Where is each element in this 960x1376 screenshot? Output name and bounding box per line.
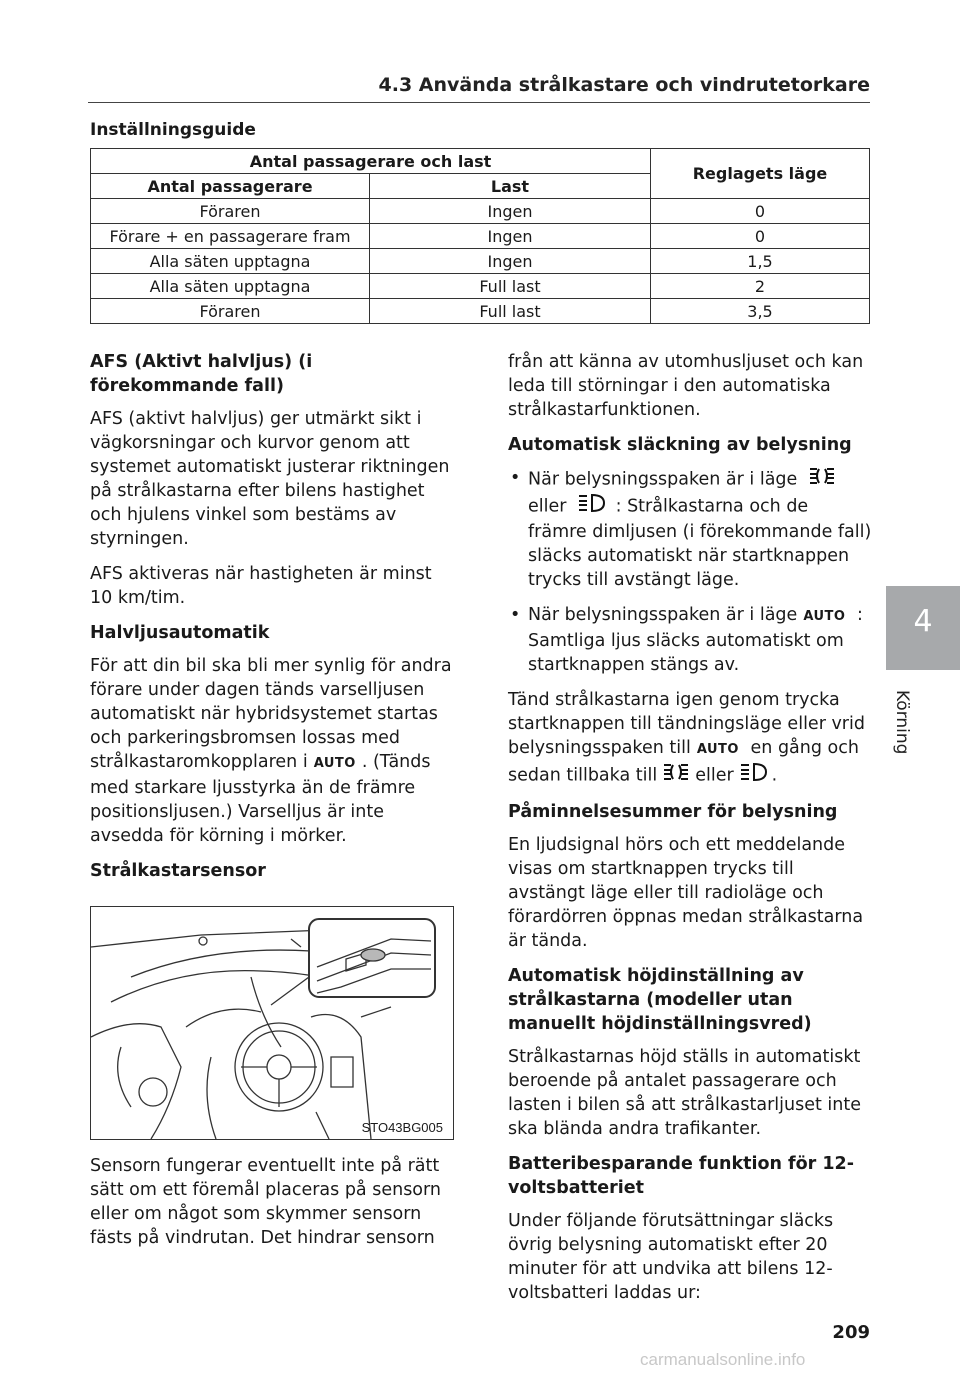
cell-load: Full last (370, 274, 651, 299)
table-header-passengers: Antal passagerare (91, 174, 370, 199)
left-column (90, 350, 458, 892)
chapter-label-box (892, 690, 916, 790)
tand-paragraph (508, 688, 872, 789)
battery-paragraph: Under följande förutsättningar släcks övrig belysning automatiskt efter 20 minuter för att undvika att bilens 12-voltsbatteri laddas ur: (508, 1211, 834, 1303)
halvljus-paragraph (90, 654, 458, 848)
bullet-item (508, 603, 872, 677)
bullet-dot: • (510, 605, 521, 625)
cell-passengers: Förare + en passagerare fram (91, 224, 370, 249)
cell-control: 1,5 (651, 249, 870, 274)
tand-text-c: eller (695, 765, 734, 786)
table-row (91, 249, 870, 274)
table-row (91, 224, 870, 249)
tand-text-d: . (771, 765, 778, 786)
height-heading: Automatisk höjdinställning av strålkastarna (modeller utan manuellt höjdinställningsvred) (508, 966, 812, 1034)
cell-control: 2 (651, 274, 870, 299)
chapter-label: Körning (892, 690, 912, 755)
cell-load: Full last (370, 299, 651, 324)
section-header: 4.3 Använda strålkastare och vindrutetorkare (378, 74, 870, 96)
bullet-dot: • (510, 468, 521, 488)
sensor-heading: Strålkastarsensor (90, 861, 266, 881)
afs-paragraph-1: AFS (aktivt halvljus) ger utmärkt sikt i vägkorsningar och kurvor genom att systemet automatiskt justerar riktningen på strålkastarna efter bilens hastighet och hjulens vinkel som bestäms av styrningen. (90, 409, 450, 549)
table-header-load: Last (370, 174, 651, 199)
parking-lights-icon (807, 466, 837, 493)
reminder-paragraph: En ljudsignal hörs och ett meddelande visas om startknappen trycks till avstängt läge eller till radioläge och förardörren öppnas medan strålkastarna är tända. (508, 835, 864, 951)
cell-passengers: Alla säten upptagna (91, 249, 370, 274)
reminder-heading: Påminnelsesummer för belysning (508, 802, 838, 822)
table-row (91, 274, 870, 299)
chapter-tab (886, 586, 960, 670)
guide-title: Inställningsguide (90, 120, 256, 140)
page-number: 209 (832, 1322, 870, 1343)
afs-paragraph-2: AFS aktiveras när hastigheten är minst 10 km/tim. (90, 564, 432, 608)
battery-heading: Batteribesparande funktion för 12-voltsbatteriet (508, 1154, 854, 1198)
cell-control: 0 (651, 199, 870, 224)
parking-lights-icon (661, 762, 691, 789)
auto-icon: AUTO (803, 609, 846, 624)
bullet-2-text-b: : Samtliga ljus släcks automatiskt om startknappen stängs av. (528, 605, 863, 675)
sensor-figure (90, 906, 454, 1140)
left-column-bottom (90, 1154, 458, 1261)
dashboard-illustration (91, 907, 453, 1139)
tand-text-b: en gång och sedan tillbaka till (508, 738, 859, 786)
chapter-number: 4 (913, 604, 933, 639)
watermark: carmanualsonline.info (640, 1350, 806, 1369)
cell-load: Ingen (370, 199, 651, 224)
cell-passengers: Alla säten upptagna (91, 274, 370, 299)
table-group-header: Antal passagerare och last (91, 149, 651, 174)
cell-passengers: Föraren (91, 299, 370, 324)
afs-heading: AFS (Aktivt halvljus) (i förekommande fall) (90, 352, 313, 396)
bullet-item (508, 466, 872, 592)
halvljus-text-b: . (Tänds med starkare ljusstyrka än de främre positionsljusen.) Varselljus är inte avsedda för körning i mörker. (90, 752, 431, 846)
right-column (508, 350, 872, 1316)
sensor-paragraph: Sensorn fungerar eventuellt inte på rätt sätt om ett föremål placeras på sensorn eller om något som skymmer sensorn fästs på vindrutan. Det hindrar sensorn (90, 1156, 441, 1248)
continued-paragraph: från att känna av utomhusljuset och kan leda till störningar i den automatiska strålkastarfunktionen. (508, 352, 864, 420)
table-row (91, 299, 870, 324)
cell-control: 0 (651, 224, 870, 249)
tand-text-a: Tänd strålkastarna igen genom trycka startknappen till tändningsläge eller vrid belysningsspaken till (508, 690, 865, 758)
cell-load: Ingen (370, 224, 651, 249)
halvljus-heading: Halvljusautomatik (90, 623, 270, 643)
header-rule (88, 102, 870, 103)
headlight-icon (576, 493, 606, 520)
headlight-icon (738, 762, 768, 789)
bullet-2-text-a: När belysningsspaken är i läge (528, 605, 798, 625)
halvljus-text-a: För att din bil ska bli mer synlig för andra förare under dagen tänds varselljusen automatiskt när hybridsystemet startas och parkeringsbromsen lossas med strålkastaromkopplaren i (90, 656, 452, 772)
table-header-control: Reglagets läge (651, 149, 870, 199)
bullet-1-text-b: eller (528, 496, 567, 517)
cell-passengers: Föraren (91, 199, 370, 224)
auto-icon: AUTO (313, 756, 356, 771)
bullet-1-text-a: När belysningsspaken är i läge (528, 469, 798, 490)
auto-icon: AUTO (696, 742, 739, 757)
auto-off-heading: Automatisk släckning av belysning (508, 435, 852, 455)
cell-load: Ingen (370, 249, 651, 274)
cell-control: 3,5 (651, 299, 870, 324)
settings-table (90, 148, 870, 324)
light-sensor-icon (361, 949, 385, 961)
figure-code: STO43BG005 (361, 1120, 443, 1135)
bullet-1-text-c: : Strålkastarna och de främre dimljusen (i förekommande fall) släcks automatiskt när startknappen trycks till avstängt läge. (528, 496, 872, 590)
table-row (91, 199, 870, 224)
height-paragraph: Strålkastarnas höjd ställs in automatiskt beroende på antalet passagerare och lasten i bilen så att strålkastarljuset inte ska blända andra trafikanter. (508, 1047, 861, 1139)
